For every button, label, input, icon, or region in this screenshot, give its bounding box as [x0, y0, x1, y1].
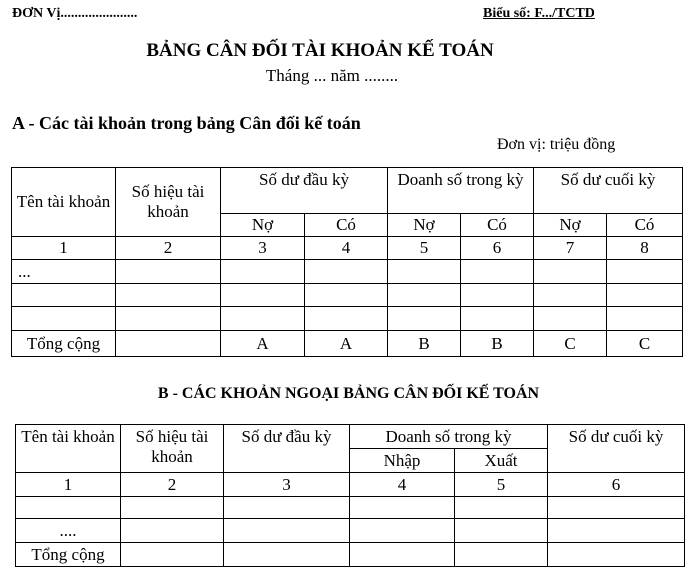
- col-debit: Nợ: [388, 214, 461, 237]
- table-cell: [305, 284, 388, 307]
- table-cell: [455, 519, 548, 543]
- col-credit: Có: [305, 214, 388, 237]
- table-header-row: [12, 168, 683, 214]
- col-account-number: Số hiệu tài khoản: [121, 425, 224, 473]
- table-cell: [350, 519, 455, 543]
- table-cell: [221, 260, 305, 284]
- section-a-heading: A - Các tài khoản trong bảng Cân đối kế toán: [12, 113, 361, 133]
- table-row: [16, 519, 685, 543]
- table-cell: [461, 307, 534, 331]
- currency-unit: Đơn vị: triệu đồng: [497, 136, 616, 153]
- table-cell: [534, 307, 607, 331]
- table-row: [16, 497, 685, 519]
- table-cell: [455, 497, 548, 519]
- table-cell: [121, 543, 224, 567]
- table-cell: [116, 284, 221, 307]
- table-row: [12, 260, 683, 284]
- col-credit: Có: [461, 214, 534, 237]
- table-cell: [221, 284, 305, 307]
- row-name: ...: [12, 260, 116, 284]
- column-number: 2: [116, 237, 221, 260]
- table-cell: [461, 260, 534, 284]
- column-number: 3: [221, 237, 305, 260]
- table-cell: [607, 307, 683, 331]
- column-number: 2: [121, 473, 224, 497]
- total-value: C: [607, 331, 683, 357]
- table-cell: [534, 260, 607, 284]
- unit-label: ĐƠN Vị......................: [12, 6, 138, 21]
- table-cell: [121, 497, 224, 519]
- table-cell: [350, 543, 455, 567]
- col-turnover: Doanh số trong kỳ: [388, 168, 534, 214]
- total-value: A: [305, 331, 388, 357]
- col-debit: Nợ: [534, 214, 607, 237]
- table-cell: [12, 284, 116, 307]
- col-account-name: Tên tài khoản: [12, 168, 116, 237]
- column-number: 1: [16, 473, 121, 497]
- table-cell: [221, 307, 305, 331]
- column-number: 4: [305, 237, 388, 260]
- table-cell: [461, 284, 534, 307]
- table-cell: [12, 307, 116, 331]
- row-name: ....: [16, 519, 121, 543]
- table-cell: [116, 331, 221, 357]
- table-row: [12, 307, 683, 331]
- table-cell: [455, 543, 548, 567]
- table-cell: [607, 260, 683, 284]
- col-account-number: Số hiệu tài khoản: [116, 168, 221, 237]
- column-number: 4: [350, 473, 455, 497]
- section-b-heading: B - CÁC KHOẢN NGOẠI BẢNG CÂN ĐỐI KẾ TOÁN: [157, 385, 540, 402]
- col-closing-balance: Số dư cuối kỳ: [534, 168, 683, 214]
- table-cell: [388, 307, 461, 331]
- table-cell: [116, 260, 221, 284]
- table-cell: [548, 543, 685, 567]
- table-cell: [224, 519, 350, 543]
- page-title: BẢNG CÂN ĐỐI TÀI KHOẢN KẾ TOÁN: [146, 40, 494, 61]
- total-row: [12, 331, 683, 357]
- page-subtitle: Tháng ... năm ........: [265, 66, 399, 85]
- column-number: 5: [455, 473, 548, 497]
- col-turnover: Doanh số trong kỳ: [350, 425, 548, 449]
- col-account-name: Tên tài khoản: [16, 425, 121, 473]
- total-value: B: [388, 331, 461, 357]
- table-cell: [224, 543, 350, 567]
- table-cell: [607, 284, 683, 307]
- column-number: 8: [607, 237, 683, 260]
- column-number-row: [12, 237, 683, 260]
- column-number: 5: [388, 237, 461, 260]
- col-outflow: Xuất: [455, 449, 548, 473]
- total-value: C: [534, 331, 607, 357]
- column-number: 7: [534, 237, 607, 260]
- table-cell: [388, 260, 461, 284]
- col-inflow: Nhập: [350, 449, 455, 473]
- form-code: Biểu số: F.../TCTD: [483, 6, 595, 21]
- table-cell: [534, 284, 607, 307]
- total-value: B: [461, 331, 534, 357]
- table-header-row: [16, 425, 685, 449]
- total-value: A: [221, 331, 305, 357]
- total-row: [16, 543, 685, 567]
- col-debit: Nợ: [221, 214, 305, 237]
- column-number: 6: [548, 473, 685, 497]
- table-cell: [305, 307, 388, 331]
- total-label: Tổng cộng: [12, 331, 116, 357]
- table-cell: [116, 307, 221, 331]
- col-closing-balance: Số dư cuối kỳ: [548, 425, 685, 473]
- col-opening-balance: Số dư đầu kỳ: [224, 425, 350, 473]
- total-label: Tổng cộng: [16, 543, 121, 567]
- table-cell: [548, 497, 685, 519]
- table-cell: [548, 519, 685, 543]
- column-number: 3: [224, 473, 350, 497]
- column-number-row: [16, 473, 685, 497]
- table-cell: [121, 519, 224, 543]
- column-number: 6: [461, 237, 534, 260]
- table-cell: [388, 284, 461, 307]
- off-balance-sheet-table: [15, 424, 685, 567]
- col-credit: Có: [607, 214, 683, 237]
- balance-sheet-table: [11, 167, 683, 357]
- table-row: [12, 284, 683, 307]
- table-cell: [16, 497, 121, 519]
- col-opening-balance: Số dư đầu kỳ: [221, 168, 388, 214]
- column-number: 1: [12, 237, 116, 260]
- table-cell: [224, 497, 350, 519]
- table-cell: [350, 497, 455, 519]
- table-cell: [305, 260, 388, 284]
